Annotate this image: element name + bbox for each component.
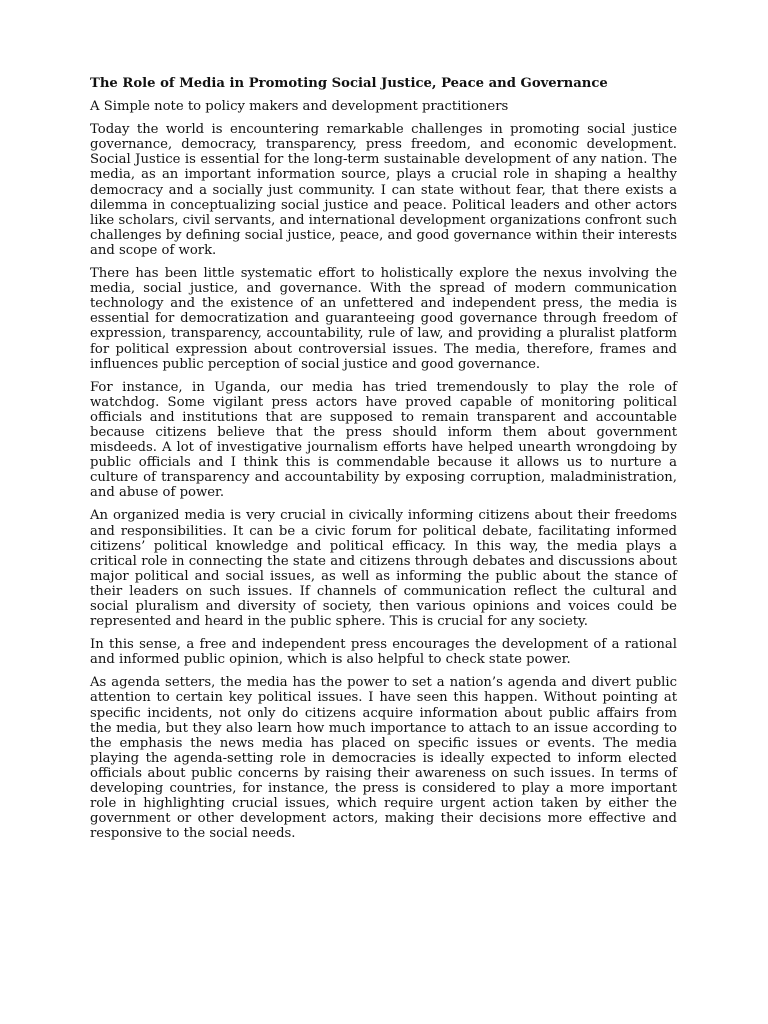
document-title: The Role of Media in Promoting Social Justice, Peace and Governance bbox=[90, 76, 608, 91]
paragraph-intro: Today the world is encountering remarkable challenges in promoting social justice governance, democracy, transparency, press freedom, and economic development. Social Justice is essential for the long-term sustainable development of any nation. The media, as an important information source, plays a crucial role in shaping a healthy democracy and a socially just community. I can state without fear, that there exists a dilemma in conceptualizing social justice and peace. Political leaders and other actors like scholars, civil servants, and international development organizations confront such challenges by defining social justice, peace, and good governance within their interests and scope of work. bbox=[90, 122, 677, 258]
paragraph-media-nexus: There has been little systematic effort to holistically explore the nexus involving the media, social justice, and governance. With the spread of modern communication technology and the existence of an unfettered and independent press, the media is essential for democratization and guaranteeing good governance through freedom of expression, transparency, accountability, rule of law, and providing a pluralist platform for political expression about controversial issues. The media, therefore, frames and influences public perception of social justice and good governance. bbox=[90, 266, 677, 372]
paragraph-uganda-watchdog: For instance, in Uganda, our media has tried tremendously to play the role of watchdog. Some vigilant press actors have proved capable of monitoring political officials and institutions that are supposed to remain transparent and accountable because citizens believe that the press should inform them about government misdeeds. A lot of investigative journalism efforts have helped unearth wrongdoing by public officials and I think this is commendable because it allows us to nurture a culture of transparency and accountability by exposing corruption, maladministration, and abuse of power. bbox=[90, 379, 677, 501]
paragraph-free-press: In this sense, a free and independent press encourages the development of a rational and informed public opinion, which is also helpful to check state power. bbox=[90, 637, 677, 668]
paragraph-agenda-setting: As agenda setters, the media has the power to set a nation’s agenda and divert public attention to certain key political issues. I have seen this happen. Without pointing at specific incidents, not only do citizens acquire information about public affairs from the media, but they also learn how much importance to attach to an issue according to the emphasis the news media has placed on specific issues or events. The media playing the agenda-setting role in democracies is ideally expected to inform elected officials about public concerns by raising their awareness on such issues. In terms of developing countries, for instance, the press is considered to play a more important role in highlighting crucial issues, which require urgent action taken by either the government or other development actors, making their decisions more effective and responsive to the social needs. bbox=[90, 675, 677, 842]
document-page bbox=[90, 76, 677, 849]
document-subtitle: A Simple note to policy makers and development practitioners bbox=[90, 99, 509, 115]
paragraph-civic-forum: An organized media is very crucial in civically informing citizens about their freedoms and responsibilities. It can be a civic forum for political debate, facilitating informed citizens’ political knowledge and political efficacy. In this way, the media plays a critical role in connecting the state and citizens through debates and discussions about major political and social issues, as well as informing the public about the stance of their leaders on such issues. If channels of communication reflect the cultural and social pluralism and diversity of society, then various opinions and voices could be represented and heard in the public sphere. This is crucial for any society. bbox=[90, 508, 677, 630]
